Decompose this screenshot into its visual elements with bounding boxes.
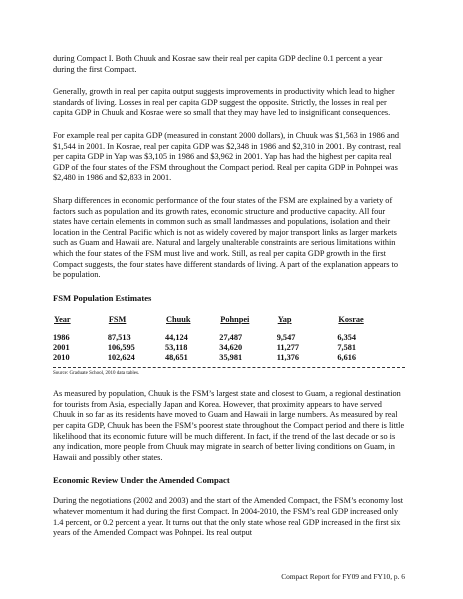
table-cell: 6,354 — [337, 332, 357, 342]
paragraph-sharp-differences: Sharp differences in economic performance of the four states of the FSM are explained by a variety of factors such as population and its growth rates, economic structure and productive capacity. All four states have certain elements in common such as small landmasses and populations, isolation and their location in the Central Pacific which is not as widely covered by major transport links as larger markets such as Guam and Hawaii are. Natural and largely unalterable constraints are serious limitations within which the four states of the FSM must live and work. Still, as real per capita GDP growth in the first Compact suggests, the four states have different standards of living. A part of the explanation appears to be population. — [53, 195, 399, 280]
header-chuuk: Chuuk — [165, 314, 191, 324]
table-cell: 44,124 — [164, 332, 188, 342]
table-cell: 6,616 — [337, 353, 357, 363]
table-cell: 27,487 — [219, 332, 243, 342]
table-cell: 7,581 — [337, 342, 357, 352]
header-yap: Yap — [277, 314, 292, 324]
paragraph-per-capita-example: For example real per capita GDP (measured in constant 2000 dollars), in Chuuk was $1,563 in 1986 and $1,544 in 2001. In Kosrae, real per capita GDP was $2,348 in 1986 and $2,310 in 2001. By contrast, real per capita GDP in Yap was $3,105 in 1986 and $3,962 in 2001. Yap has had the highest per capita real GDP of the four states of the FSM throughout the Compact period. Real per capita GDP in Pohnpei was $2,480 in 1986 and $2,833 in 2001. — [53, 130, 402, 183]
paragraph-growth-productivity: Generally, growth in real per capita output suggests improvements in productivity which lead to higher standards of living. Losses in real per capita GDP suggest the opposite. Strictly, the losses in real per capita GDP in Chuuk and Kosrae were so small that they may have led to insignificant consequences. — [53, 87, 395, 118]
table-divider — [53, 367, 405, 368]
table-cell: 11,376 — [276, 353, 300, 363]
table-title: FSM Population Estimates — [53, 292, 152, 303]
page-footer: Compact Report for FY09 and FY10, p. 6 — [281, 572, 405, 581]
header-year: Year — [54, 314, 71, 324]
table-cell: 48,651 — [164, 353, 188, 363]
paragraph-compact-decline: during Compact I. Both Chuuk and Kosrae saw their real per capita GDP decline 0.1 percent a year during the first Compact. — [53, 54, 383, 74]
header-pohnpei: Pohnpei — [220, 314, 250, 324]
table-cell: 2010 — [53, 353, 70, 363]
table-row — [53, 353, 405, 363]
table-cell: 11,277 — [276, 342, 300, 352]
table-cell: 53,118 — [164, 342, 188, 352]
table-cell: 9,547 — [276, 332, 296, 342]
table-cell: 2001 — [53, 342, 70, 352]
table-cell: 35,981 — [219, 353, 243, 363]
population-table — [53, 314, 405, 364]
table-header-row — [53, 314, 405, 333]
header-fsm: FSM — [108, 314, 127, 324]
table-source-note: Source: Graduate School, 2010 data tables. — [53, 371, 140, 377]
table-cell: 106,595 — [107, 342, 135, 352]
table-cell: 102,624 — [107, 353, 135, 363]
section-heading: Economic Review Under the Amended Compact — [53, 475, 230, 486]
table-row — [53, 333, 405, 343]
table-cell: 87,513 — [107, 332, 131, 342]
table-cell: 1986 — [53, 332, 70, 342]
table-row — [53, 343, 405, 353]
paragraph-chuuk-population: As measured by population, Chuuk is the FSM’s largest state and closest to Guam, a regional destination for tourists from Asia, especially Japan and Korea. However, that proximity appears to have served Chuuk in so far as its residents have moved to Guam and Hawaii in large numbers. As measured by real per capita GDP, Chuuk has been the FSM’s poorest state throughout the Compact period and there is little likelihood that its economic future will be much different. In fact, if the trend of the last decade or so is any indication, more people from Chuuk may migrate in search of better living conditions on Guam, in Hawaii and possibly other states. — [53, 389, 405, 462]
document-page — [53, 54, 405, 551]
table-cell: 34,620 — [219, 342, 243, 352]
paragraph-amended-compact: During the negotiations (2002 and 2003) and the start of the Amended Compact, the FSM’s economy lost whatever momentum it had during the first Compact. In 2004-2010, the FSM’s real GDP increased only 1.4 percent, or 0.2 percent a year. It turns out that the only state whose real GDP increased in the first six years of the Amended Compact was Pohnpei. Its real output — [53, 496, 404, 538]
header-kosrae: Kosrae — [338, 314, 364, 324]
